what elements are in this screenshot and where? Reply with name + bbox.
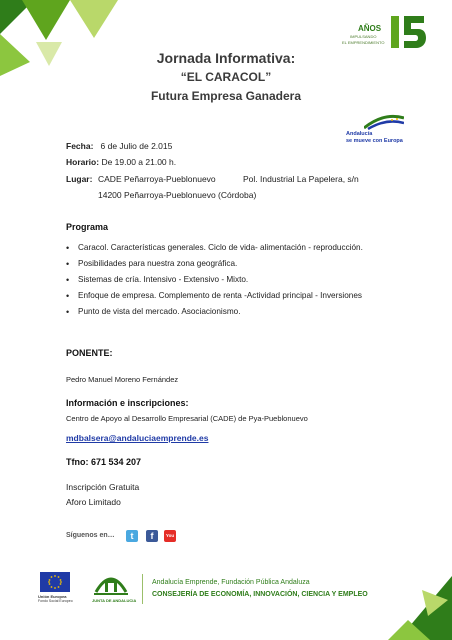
horario-label: Horario: — [66, 157, 100, 167]
programa-item: • Caracol. Características generales. Ciclo de vida- alimentación - reproducción. — [66, 241, 363, 257]
programa-item: • Sistemas de cría. Intensivo - Extensivo - Mixto. — [66, 273, 363, 289]
andalucia-waves-icon — [364, 114, 404, 130]
fecha-label: Fecha: — [66, 141, 94, 151]
event-name: “EL CARACOL” — [180, 70, 272, 84]
corner-decoration-top-left — [0, 0, 130, 80]
programa-item: • Enfoque de empresa. Complemento de renta -Actividad principal - Inversiones — [66, 289, 363, 305]
fecha-row — [66, 141, 172, 151]
programa-heading: Programa — [66, 222, 109, 232]
phone-number: Tfno: 671 534 207 — [66, 457, 142, 467]
twitter-icon[interactable]: t — [126, 530, 138, 542]
inscripciones-heading: Información e inscripciones: — [66, 398, 189, 408]
youtube-icon[interactable]: You — [164, 530, 176, 542]
badge-line-1: Andalucía — [346, 131, 373, 137]
consejeria-line: CONSEJERÍA DE ECONOMÍA, INNOVACIÓN, CIENCIA Y EMPLEO — [152, 591, 368, 598]
logo-line-2: EL EMPRENDIMIENTO — [342, 40, 385, 45]
lugar-value-2: Pol. Industrial La Papelera, s/n — [243, 174, 359, 184]
eu-stars-icon — [40, 572, 70, 592]
horario-row — [66, 157, 176, 167]
programa-item: • Posibilidades para nuestra zona geográfica. — [66, 257, 363, 273]
years-label: AÑOS — [358, 24, 382, 33]
ponente-heading: PONENTE: — [66, 348, 113, 358]
eu-label-1: Unión Europea — [38, 594, 67, 599]
programa-item: • Punto de vista del mercado. Asociacionismo. — [66, 305, 363, 321]
number-15-graphic — [388, 14, 428, 50]
note-aforo: Aforo Limitado — [66, 497, 121, 507]
fecha-value: 6 de Julio de 2.015 — [100, 141, 173, 151]
andalucia-europa-badge — [342, 114, 406, 150]
horario-value: De 19.00 a 21.00 h. — [101, 157, 177, 167]
junta-label: JUNTA DE ANDALUCIA — [92, 598, 137, 603]
logo-line-1: IMPULSANDO — [350, 34, 377, 39]
lugar-value-3: 14200 Peñarroya-Pueblonuevo (Córdoba) — [98, 190, 257, 200]
programa-list — [66, 241, 363, 321]
eu-flag-icon — [40, 572, 70, 592]
social-label: Síguenos en… — [66, 532, 115, 539]
corner-decoration-bottom-right — [352, 560, 452, 640]
badge-line-2: se mueve con Europa — [346, 138, 403, 144]
ponente-name: Pedro Manuel Moreno Fernández — [66, 375, 179, 384]
note-gratuita: Inscripción Gratuita — [66, 482, 140, 492]
lugar-value-1: CADE Peñarroya-Pueblonuevo — [98, 174, 216, 184]
org-line: Andalucía Emprende, Fundación Pública Andaluza — [152, 579, 310, 586]
junta-andalucia-logo-icon — [94, 570, 128, 596]
page-title: Jornada Informativa: — [156, 50, 296, 66]
cade-center: Centro de Apoyo al Desarrollo Empresarial (CADE) de Pya-Pueblonuevo — [66, 414, 308, 423]
eu-label-2: Fondo Social Europeo — [38, 599, 73, 603]
email-link[interactable]: mdbalsera@andaluciaemprende.es — [66, 433, 209, 443]
event-subtitle: Futura Empresa Ganadera — [150, 89, 302, 103]
facebook-icon[interactable]: f — [146, 530, 158, 542]
lugar-label: Lugar: — [66, 174, 93, 184]
15-anos-logo — [340, 14, 434, 54]
footer-divider — [142, 574, 143, 604]
